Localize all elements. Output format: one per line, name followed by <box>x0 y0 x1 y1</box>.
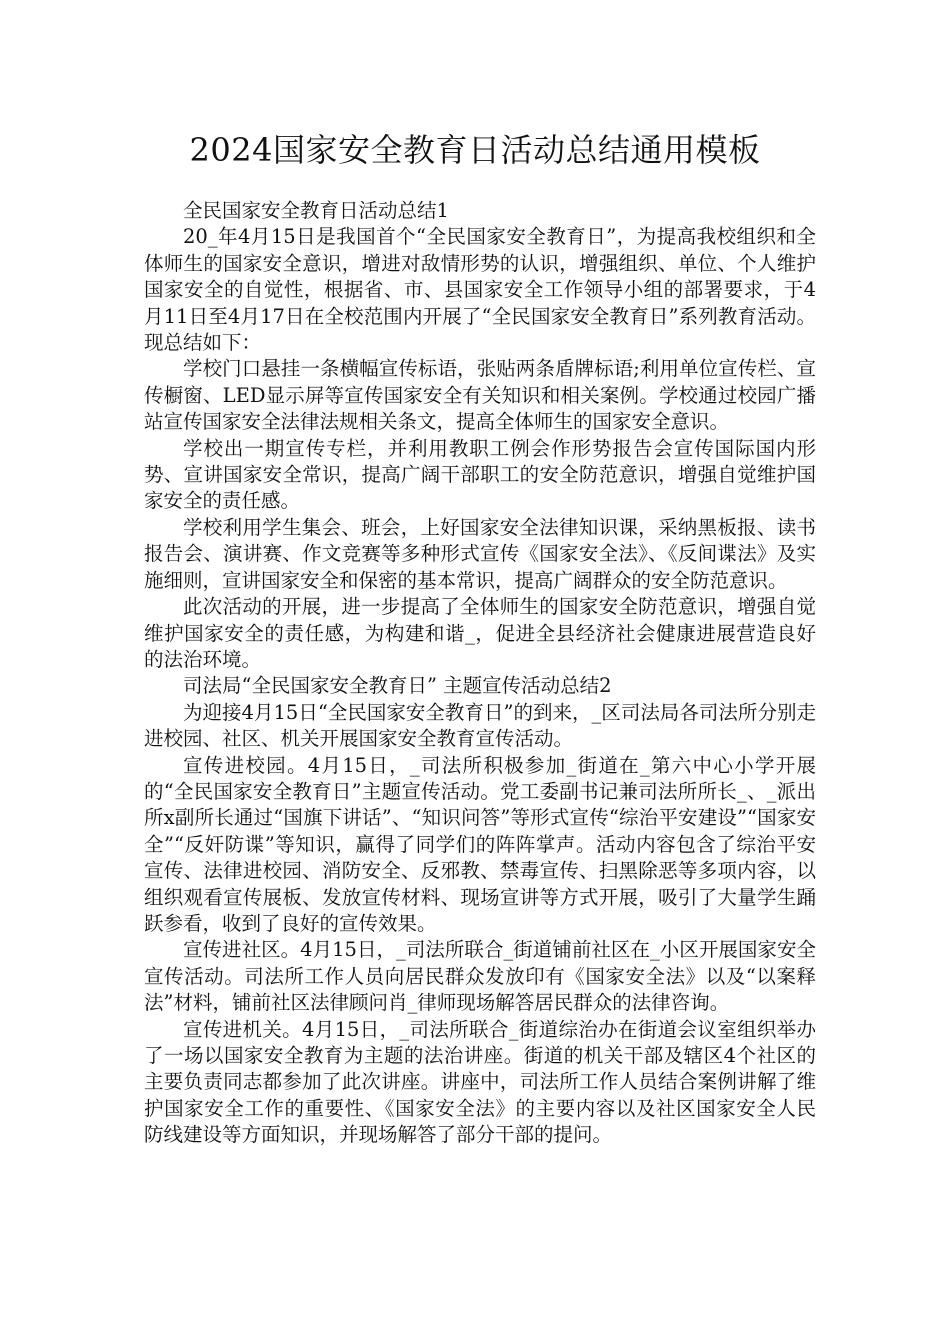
page-title: 2024国家安全教育日活动总结通用模板 <box>189 131 761 169</box>
section-heading-1: 全民国家安全教育日活动总结1 <box>183 199 449 222</box>
document-body <box>144 198 816 1149</box>
section-heading-2: 司法局“全民国家安全教育日” 主题宣传活动总结2 <box>183 674 612 698</box>
paragraph: 为迎接4月15日“全民国家安全教育日”的到来，_区司法局各司法所分别走进校园、社区、机关开展国家安全教育宣传活动。 <box>144 700 816 751</box>
paragraph: 学校利用学生集会、班会，上好国家安全法律知识课，采纳黑板报、读书报告会、演讲赛、作文竞赛等多种形式宣传《国家安全法》、《反间谍法》及实施细则，宣讲国家安全和保密的基本常识，提高广阔群众的安全防范意识。 <box>144 515 816 592</box>
paragraph: 20_年4月15日是我国首个“全民国家安全教育日”，为提高我校组织和全体师生的国家安全意识，增进对敌情形势的认识，增强组织、单位、个人维护国家安全的自觉性，根据省、市、县国家安全工作领导小组的部署要求，于4月11日至4月17日在全校范围内开展了“全民国家安全教育日”系列教育活动。现总结如下： <box>144 225 816 355</box>
paragraph: 宣传进机关。4月15日，_司法所联合_街道综治办在街道会议室组织举办了一场以国家安全教育为主题的法治讲座。街道的机关干部及辖区4个社区的主要负责同志都参加了此次讲座。讲座中，司法所工作人员结合案例讲解了维护国家安全工作的重要性、《国家安全法》的主要内容以及社区国家安全人民防线建设等方面知识，并现场解答了部分干部的提问。 <box>144 1017 816 1147</box>
paragraph: 宣传进社区。4月15日，_司法所联合_街道铺前社区在_小区开展国家安全宣传活动。司法所工作人员向居民群众发放印有《国家安全法》以及“以案释法”材料，铺前社区法律顾问肖_律师现场解答居民群众的法律咨询。 <box>144 938 816 1015</box>
paragraph: 学校门口悬挂一条横幅宣传标语，张贴两条盾牌标语;利用单位宣传栏、宣传橱窗、LED显示屏等宣传国家安全有关知识和相关案例。学校通过校园广播站宣传国家安全法律法规相关条文，提高全体师生的国家安全意识。 <box>144 357 816 434</box>
paragraph: 学校出一期宣传专栏，并利用教职工例会作形势报告会宣传国际国内形势、宣讲国家安全常识，提高广阔干部职工的安全防范意识，增强自觉维护国家安全的责任感。 <box>144 436 816 513</box>
paragraph: 宣传进校园。4月15日，_司法所积极参加_街道在_第六中心小学开展的“全民国家安全教育日”主题宣传活动。党工委副书记兼司法所所长_、_派出所x副所长通过“国旗下讲话”、“知识问答”等形式宣传“综治平安建设”“国家安全”“反奸防谍”等知识，赢得了同学们的阵阵掌声。活动内容包含了综治平安宣传、法律进校园、消防安全、反邪教、禁毒宣传、扫黑除恶等多项内容，以组织观看宣传展板、发放宣传材料、现场宣讲等方式开展，吸引了大量学生踊跃参看，收到了良好的宣传效果。 <box>144 753 816 935</box>
paragraph: 此次活动的开展，进一步提高了全体师生的国家安全防范意识，增强自觉维护国家安全的责任感，为构建和谐_，促进全县经济社会健康进展营造良好的法治环境。 <box>144 595 816 671</box>
